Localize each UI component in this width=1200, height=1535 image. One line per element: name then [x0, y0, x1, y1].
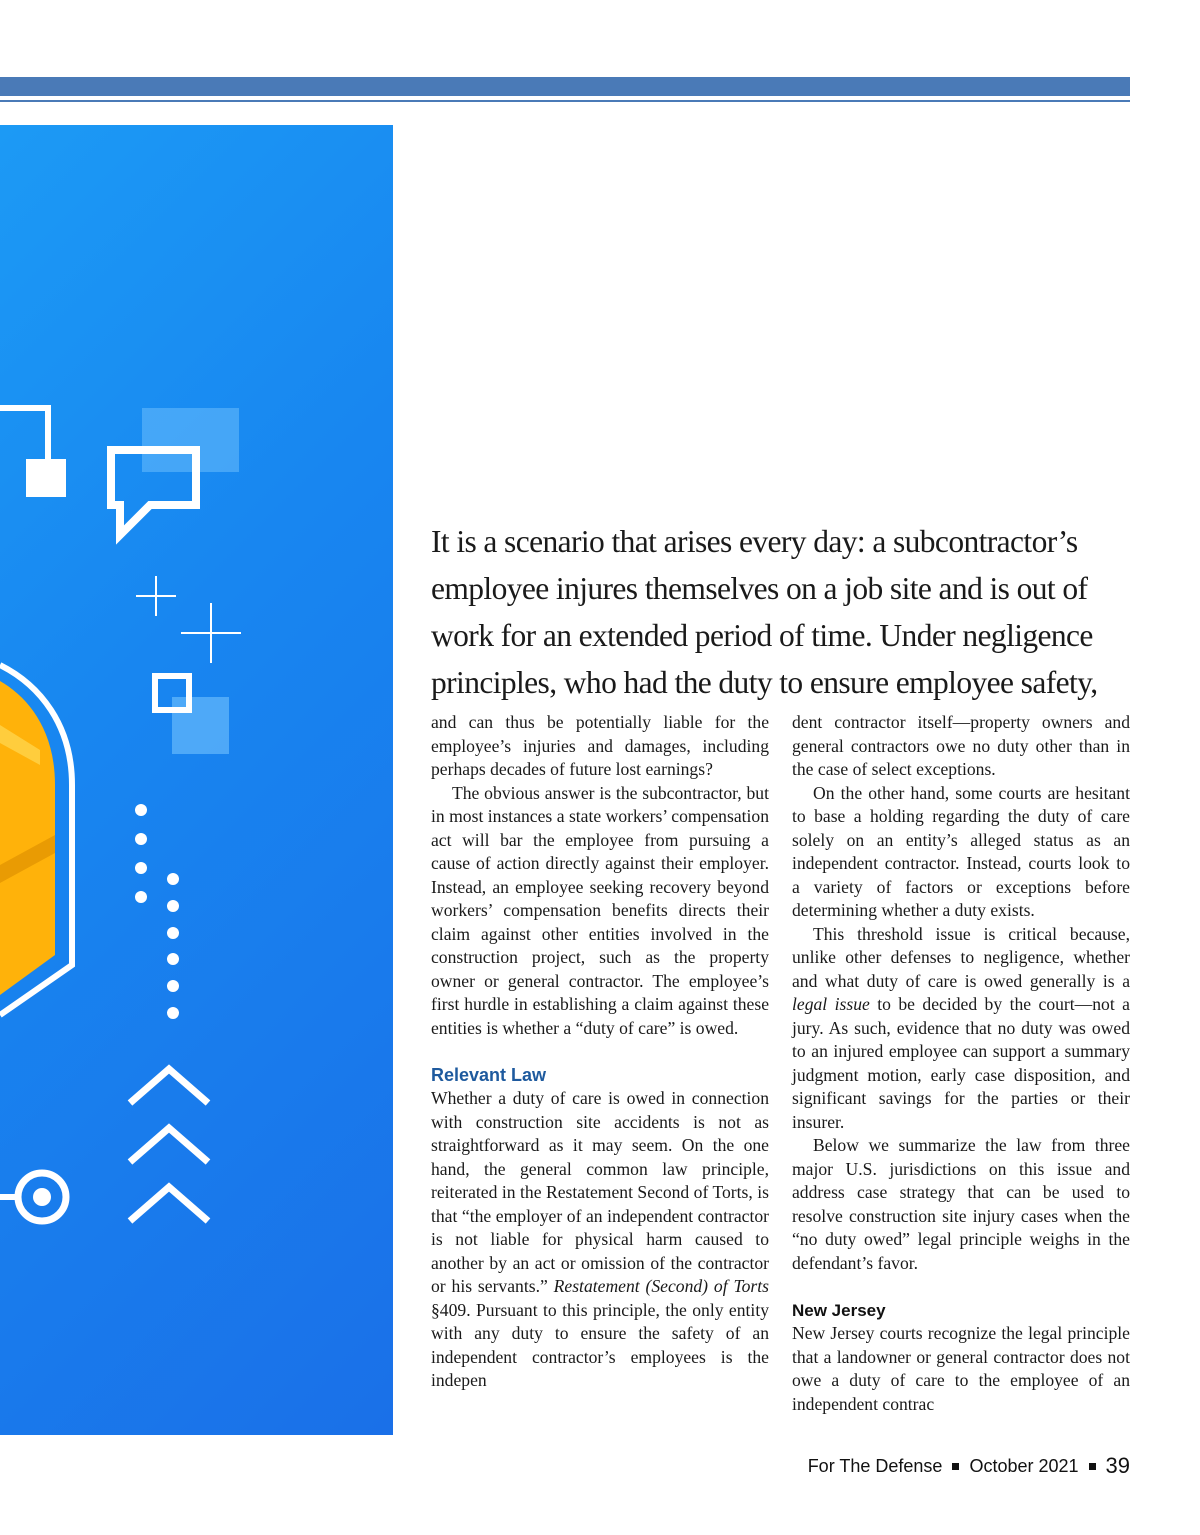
body-paragraph: The obvious answer is the subcontractor, but in most instances a state workers’ compensation act will bar the employee from pursuing a cause of action directly against their employer. Instead, an employee seeking recovery beyond workers’ compensation benefits directs their claim against other entities involved in the construction project, such as the property owner or general contractor. The employee’s first hurdle in establishing a claim against these entities is whether a “duty of care” is owed. — [431, 782, 769, 1038]
section-heading-relevant-law: Relevant Law — [431, 1064, 547, 1085]
footer-date: October 2021 — [969, 1455, 1079, 1476]
plus-icons — [136, 576, 241, 663]
page-number: 39 — [1105, 1453, 1130, 1478]
body-paragraph — [792, 923, 1130, 1135]
section-heading-new-jersey: New Jersey — [792, 1300, 886, 1320]
body-paragraph: Below we summarize the law from three major U.S. jurisdictions on this issue and address case strategy that can be used to resolve construction site injury cases when the “no duty owed” legal principle weighs in the defendant’s favor. — [792, 1135, 1130, 1273]
body-paragraph: dent contractor itself—property owners and general contractors owe no duty other than in the case of select exceptions. — [792, 712, 1130, 779]
circuit-line-icon — [0, 408, 48, 461]
lede-paragraph — [431, 518, 1131, 706]
bullet-square-icon — [1089, 1463, 1096, 1470]
emphasis-text: legal issue — [792, 994, 870, 1014]
body-column-right — [792, 711, 1130, 1416]
illustration-panel — [0, 125, 393, 1435]
bullet-square-icon — [952, 1463, 959, 1470]
illustration-graphic — [0, 125, 393, 1435]
header-rule-thin — [0, 100, 1130, 102]
page-footer — [808, 1453, 1130, 1479]
body-paragraph — [431, 1087, 769, 1393]
light-square-mid — [172, 697, 229, 754]
light-square-top — [142, 408, 239, 472]
body-text: Whether a duty of care is owed in connection with construction site accidents is not as straightforward as it may seem. On the one hand, the general common law principle, reiterated in the Restatement Second of Torts, is that “the employer of an independent contractor is not liable for physical harm caused to another by an act or omission of the contractor or his servants.” — [431, 1088, 769, 1296]
dot-column-right — [167, 873, 179, 1019]
citation-text: Restatement (Second) of Torts — [553, 1276, 769, 1296]
header-rule-thick — [0, 77, 1130, 96]
body-paragraph: New Jersey courts recognize the legal principle that a landowner or general contractor does not owe a duty of care to the employee of an independent contrac — [792, 1323, 1130, 1414]
body-paragraph: and can thus be potentially liable for the employee’s injuries and damages, including perhaps decades of future lost earnings? — [431, 712, 769, 779]
lede-line: principles, who had the duty to ensure employee safety, — [431, 665, 1098, 700]
solid-square-icon — [26, 459, 66, 497]
lede-line: employee injures themselves on a job site and is out of — [431, 571, 1088, 606]
dot-column-left — [135, 804, 147, 903]
body-paragraph: On the other hand, some courts are hesitant to base a holding regarding the duty of care solely on an entity’s alleged status as an independent contractor. Instead, courts look to a variety of factors or exceptions before determining whether a duty exists. — [792, 782, 1130, 920]
footer-publication: For The Defense — [807, 1455, 943, 1476]
lede-line: It is a scenario that arises every day: a subcontractor’s — [431, 524, 1078, 559]
chevron-up-icons — [130, 1069, 208, 1221]
lede-line: work for an extended period of time. Under negligence — [431, 618, 1093, 653]
shield-shape — [0, 681, 55, 995]
body-text: §409. Pursuant to this principle, the only entity with any duty to ensure the safety of an independent contractor’s employees is the indepen — [431, 1299, 769, 1390]
body-column-left — [431, 711, 769, 1393]
body-text: to be decided by the court—not a jury. As such, evidence that no duty was owed to an injured employee can support a summary judgment motion, early case disposition, and significant savings for the parties or their insurer. — [792, 994, 1130, 1132]
body-text: This threshold issue is critical because, unlike other defenses to negligence, whether and what duty of care is owed generally is a — [792, 923, 1130, 991]
